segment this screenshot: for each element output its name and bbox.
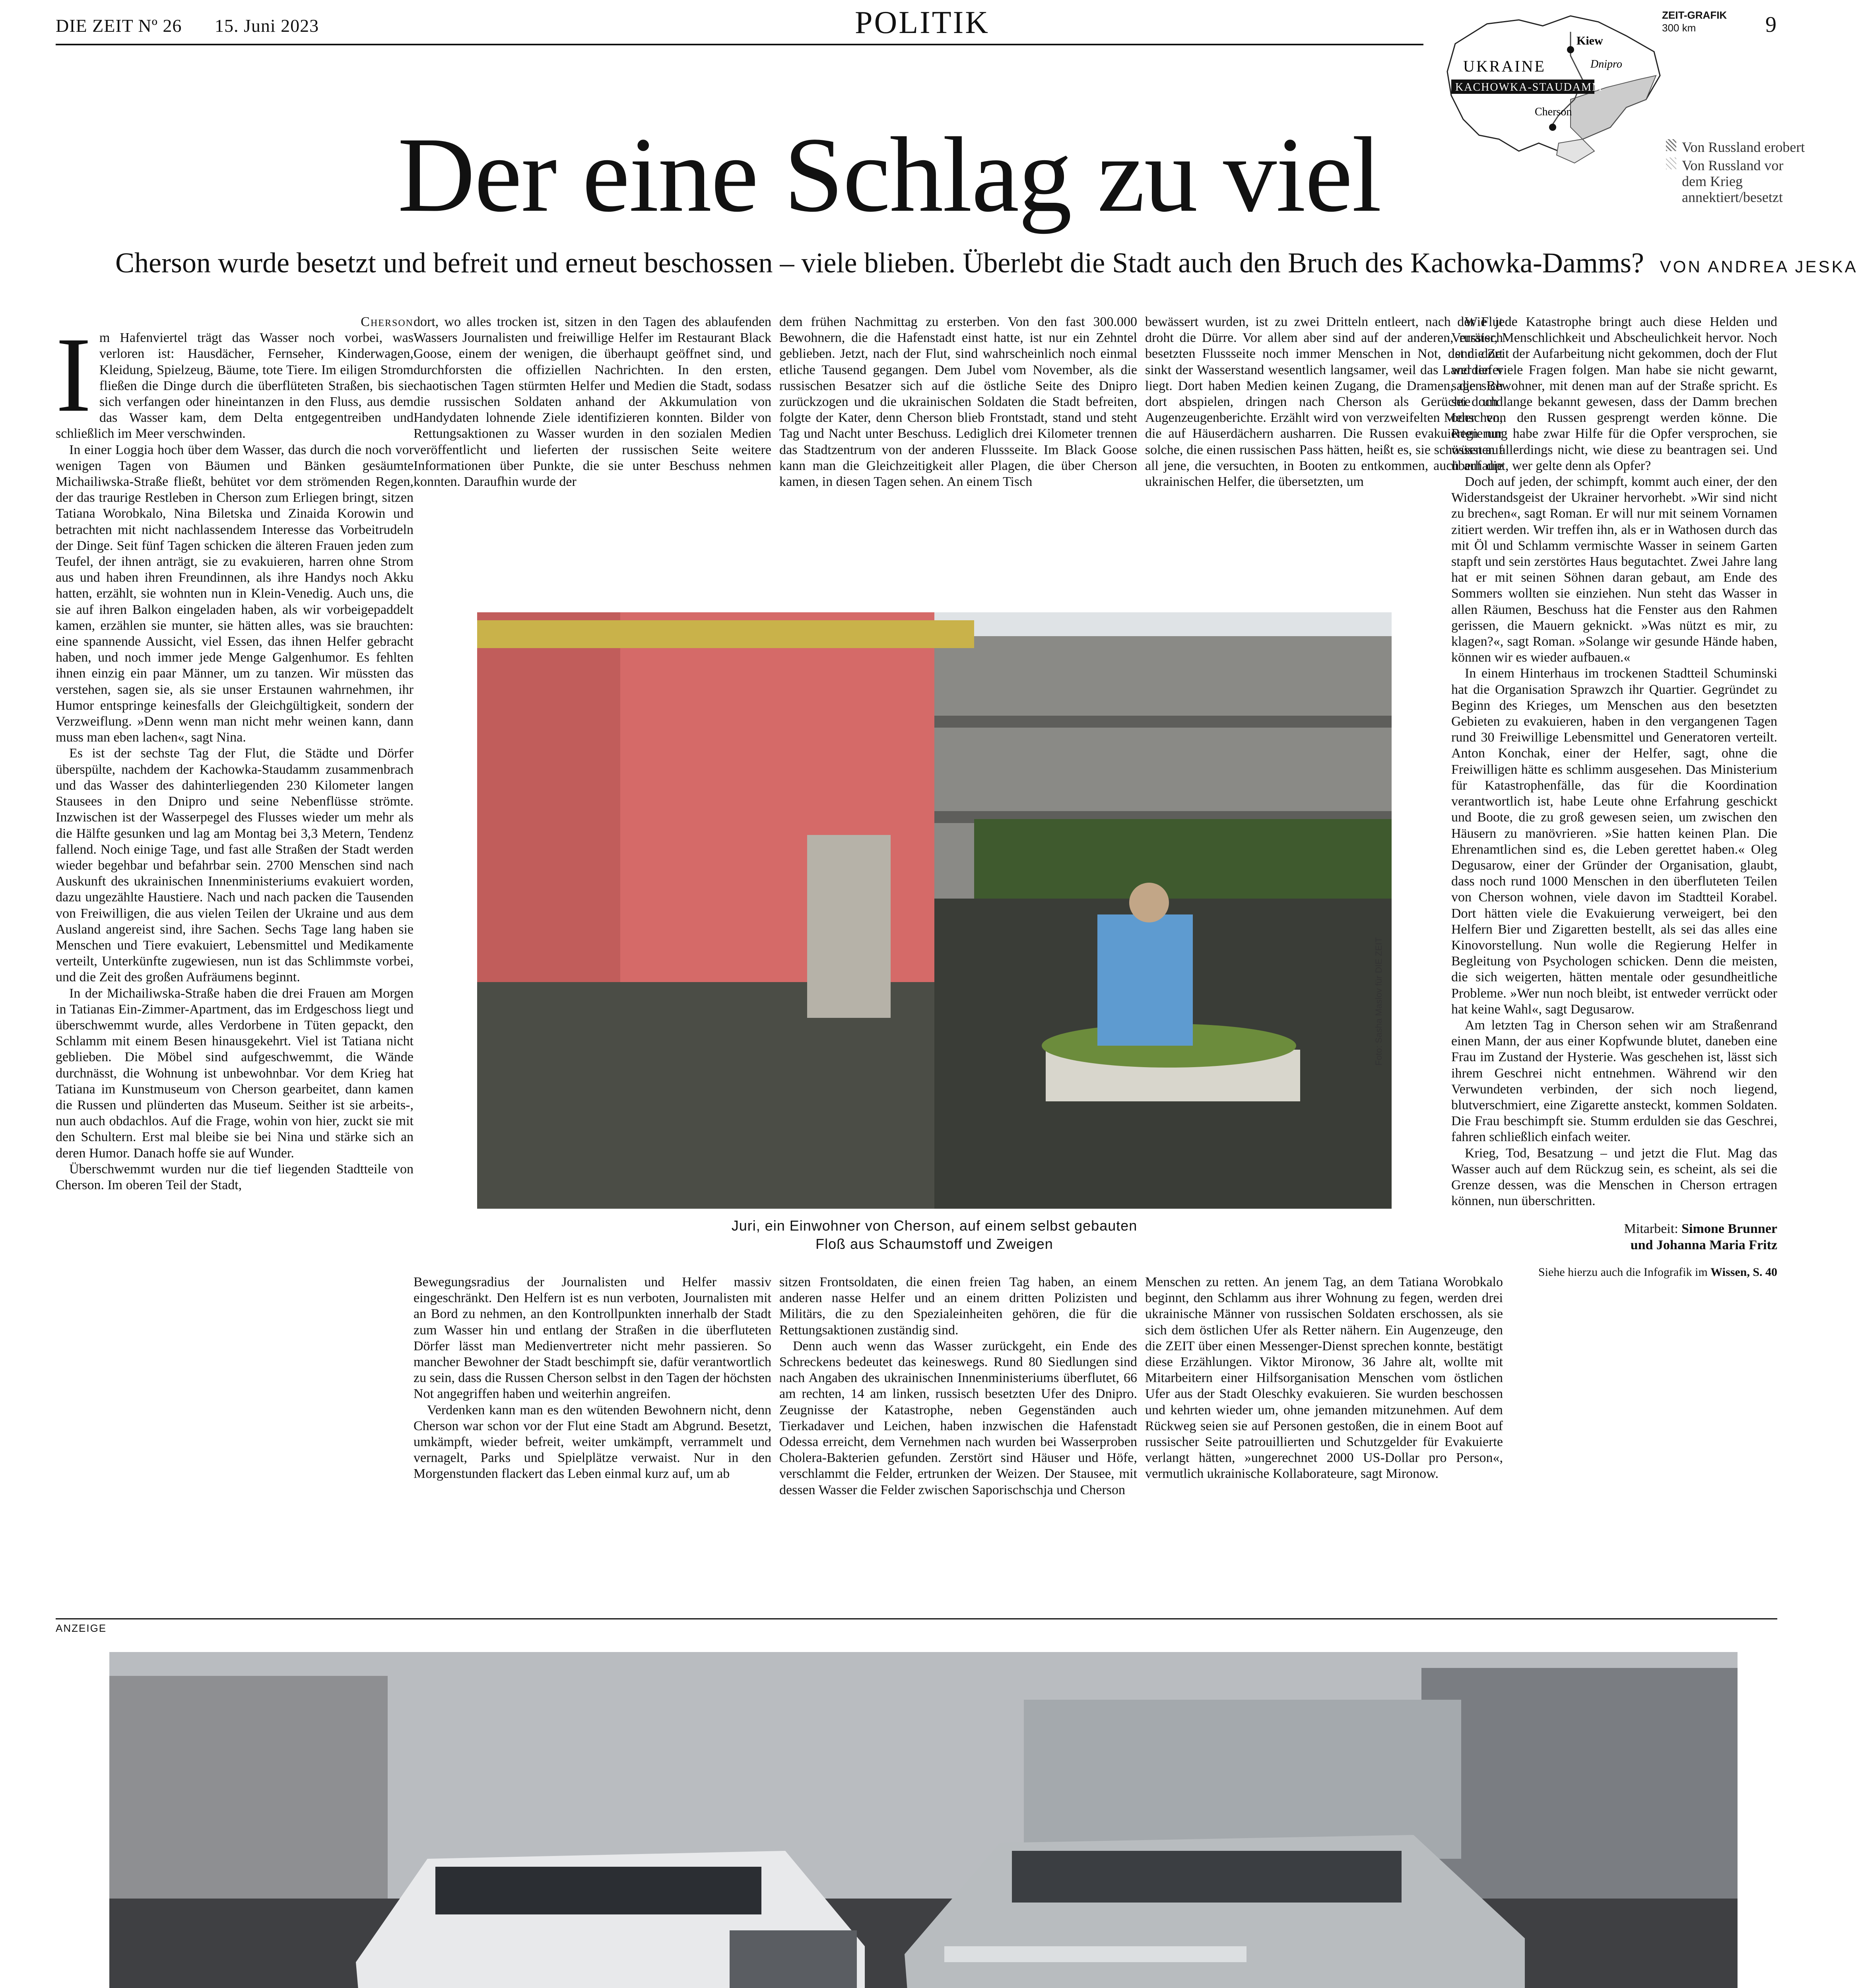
collab-name-2: und Johanna Maria Fritz	[1630, 1237, 1777, 1252]
paragraph: sitzen Frontsoldaten, die einen freien Tag haben, an einem anderen nasse Helfer und an einem dritten Polizisten und Militärs, die zu den Spezialeinheiten gehören, die für die Rettungsaktionen zuständig sind.	[779, 1275, 1137, 1338]
paragraph: Bewegungsradius der Journalisten und Helfer massiv eingeschränkt. Den Helfern ist es nun verboten, Journalisten mit an Bord zu nehmen, an den Kontrollpunkten innerhalb der Stadt zum Wasser hin und entlang der Straßen in die überfluteten Dörfer lässt man Medienvertreter nicht mehr passieren. So mancher Bewohner der Stadt beschimpft sie, dafür verantwortlich zu sein, dass die Russen Cherson selbst in den Tagen der höchsten Not angegriffen haben und weiterhin angreifen.	[414, 1275, 771, 1402]
dam-label: KACHOWKA-STAUDAMM	[1455, 81, 1603, 93]
article-column-2-bottom	[414, 1274, 771, 1482]
paper-name: DIE ZEIT Nº 26	[56, 16, 182, 36]
kiew-marker	[1567, 46, 1574, 53]
collab-label: Mitarbeit:	[1624, 1221, 1678, 1237]
page-number: 9	[1765, 12, 1776, 37]
photo-caption	[477, 1217, 1392, 1253]
paragraph: In einer Loggia hoch über dem Wasser, das durch die noch vor wenigen Tagen von Bäumen und Bänken gesäumte Michailiwska-Straße fließt, behütet vor dem strömenden Regen, der das traurige Restleben in Cherson zum Erliegen bringt, sitzen Tatiana Worobkalo, Nina Biletska und Zinaida Korowin und betrachten mit nicht nachlassendem Interesse das Vorbeitrudeln der Dinge. Seit fünf Tagen schicken die älteren Frauen jeden zum Teufel, der ihnen anträgt, sie zu evakuieren, harren ohne Strom aus und haben ihren Freundinnen, als ihre Handys noch Akku hatten, erzählt, sie wohnten nun in Klein-Venedig. Auch uns, die sie auf ihren Balkon eingeladen haben, als wir vorbeigepaddelt kamen, erzählen sie munter, sie hätten alles, was sie brauchten: eine spannende Aussicht, viel Essen, das ihnen Helfer gebracht haben, und noch immer jede Menge Galgenhumor. Es fehlten ihnen einzig ein paar Männer, um zu tanzen. Wir müssten das verstehen, sagen sie, als sie unser Erstaunen wahrnehmen, ihr Humor entspringe keinesfalls der Gleichgültigkeit, sondern der Verzweiflung. »Denn wenn man nicht mehr weinen kann, dann muss man eben lachen«, sagt Nina.	[56, 442, 414, 745]
article-column-5	[1451, 314, 1777, 1280]
lead-text: m Hafenviertel trägt das Wasser noch vorbei, was verloren ist: Hausdächer, Fernseher, Kinderwagen, Kleidung, Spielzeug, Bäume, tote Tiere. Im eiligen Strom fließen die Dinge durch die überflüteten Straßen, bis sie sich verfangen oder hineintanzen in den Fluss, aus dem das Wasser kam, dem Delta entgegentreiben und schließlich im Meer verschwinden.	[56, 330, 414, 441]
issue-date: 15. Juni 2023	[215, 16, 319, 36]
collaborators	[1451, 1221, 1777, 1237]
paragraph: Verdenken kann man es den wütenden Bewohnern nicht, denn Cherson war schon vor der Flut eine Stadt am Abgrund. Besetzt, umkämpft, wieder befreit, weiter umkämpft, verrammelt und vernagelt, Parks und Spielplätze verwaist. Nur in den Morgenstunden flackert das Leben einmal kurz auf, um ab	[414, 1402, 771, 1481]
tucson-car	[356, 1851, 865, 1988]
paragraph: Wie jede Katastrophe bringt auch diese Helden und Verräter, Menschlichkeit und Abscheulichkeit hervor. Noch ist die Zeit der Aufarbeitung nicht gekommen, doch der Flut werden viele Fragen folgen. Man habe sie nicht gewarnt, sagen Bewohner, mit denen man auf der Straße spricht. Es sei doch lange bekannt gewesen, dass der Damm brechen oder von den Russen gesprengt werden könne. Die Regierung habe zwar Hilfe für die Opfer versprochen, sie wüssten allerdings nicht, wie diese zu beantragen sei. Und überhaupt, wer gelte denn als Opfer?	[1451, 315, 1777, 473]
cherson-label: Cherson	[1535, 106, 1572, 118]
article-column-4-bottom	[1145, 1274, 1503, 1482]
paragraph: bewässert wurden, ist zu zwei Dritteln entleert, nach der Flut droht die Dürre. Vor allem aber sind auf der anderen, russisch besetzten Flussseite noch immer Menschen in Not, denn dort sinkt der Wasserstand wesentlich langsamer, weil das Land tiefer liegt. Dort haben Medien keinen Zugang, die Dramen, die sich dort abspielen, dringen nach Cherson als Gerüchte und Augenzeugenberichte. Erzählt wird von verzweifelten Menschen, die auf Häuserdächern ausharren. Die Russen evakuierten nur solche, die einen russischen Pass hätten, heißt es, sie schössen auf all jene, die versuchten, in Booten zu entkommen, auch auf die ukrainischen Helfer, die übersetzten, um	[1145, 315, 1503, 489]
map-credit-label: ZEIT-GRAFIK	[1662, 9, 1727, 21]
headline: Der eine Schlag zu viel	[398, 115, 1381, 234]
collab-name-1: Simone Brunner	[1681, 1221, 1777, 1237]
paragraph: Krieg, Tod, Besatzung – und jetzt die Flut. Mag das Wasser auch auf dem Rückzug sein, es scheint, als sei die Grenze dessen, was die Menschen in Cherson ertragen können, nun überschritten.	[1451, 1145, 1777, 1209]
wall-poster	[807, 835, 891, 1018]
header-rule	[56, 44, 1423, 45]
man-raincoat	[1097, 914, 1193, 1046]
map-legend	[1666, 139, 1809, 208]
infographic-reference	[1451, 1264, 1777, 1280]
ad-car-scene	[109, 1652, 1738, 1988]
map-credit	[1662, 9, 1727, 34]
deck	[115, 247, 1858, 280]
building-floor-1	[922, 716, 1392, 728]
paragraph: Denn auch wenn das Wasser zurückgeht, ein Ende des Schreckens bedeutet das keineswegs. Rund 80 Siedlungen sind nach Angaben des ukrainischen Innenministeriums überflutet, 66 am rechten, 14 am linken, russisch besetzten Ufer des Dnipro. Zeugnisse der Katastrophe, neben Gegenständen auch Tierkadaver und Leichen, haben inzwischen die Hafenstadt Odessa erreicht, dem Vernehmen nach wurden bei Wasserproben Cholera-Bakterien gefunden. Zerstört sind Häuser und Höfe, verschlammt die Felder, ertrunken der Weizen. Der Stausee, mit dessen Wasser die Felder zwischen Saporischschja und Cherson	[779, 1338, 1137, 1497]
paragraph: Menschen zu retten. An jenem Tag, an dem Tatiana Worobkalo beginnt, den Schlamm aus ihrer Wohnung zu fegen, werden drei ukrainische Männer von russischen Soldaten erschossen, als sie sich dem östlichen Ufer als Retter nähern. Ein Augenzeuge, den die ZEIT über einen Messenger-Dienst sprechen konnte, bestätigt diese Erzählungen. Viktor Mironow, 36 Jahre alt, wollte mit Mitarbeitern einer Hilfsorganisation Menschen vom östlichen Ufer aus der Stadt Oleschky evakuieren. Sie wurden beschossen und kehrten wieder um, ohne jemanden mitzunehmen. Auf dem Rückweg seien sie auf Personen gestoßen, die in einem Boot auf russischer Seite patrouillierten und Schutzgelder für Evakuierte verlangt hätten, »ungerechnet 2000 US-Dollar pro Person«, vermutlich ukrainische Kollaborateure, sagt Mironow.	[1145, 1275, 1503, 1481]
ad-image	[109, 1652, 1738, 1988]
dnipro-label: Dnipro	[1590, 58, 1622, 70]
kiew-label: Kiew	[1576, 34, 1603, 47]
ioniq-car	[905, 1835, 1525, 1988]
collaborators-2	[1451, 1237, 1777, 1253]
article-column-2-top	[414, 314, 771, 490]
caption-line-2: Floß aus Schaumstoff und Zweigen	[815, 1236, 1053, 1252]
country-label: UKRAINE	[1463, 57, 1546, 75]
paragraph: dort, wo alles trocken ist, sitzen in den Tagen des ablaufenden Wassers Journalisten und freiwillige Helfer im Restaurant Black Goose, einem der wenigen, die überhaupt geöffnet sind, und durchforsten die offiziellen Nachrichten. In den ersten, chaotischen Tagen stürmten Helfer und Medien die Stadt, sodass die russischen Soldaten anhand der Akkumulation von Handydaten lohnende Ziele identifizieren konnten. Bilder von Rettungsaktionen zu Wasser wurden in den sozialen Medien veröffentlicht und lieferten der russischen Seite weitere Informationen über Punkte, die sie unter Beschuss nehmen konnten. Daraufhin wurde der	[414, 315, 771, 489]
article-column-1	[56, 314, 414, 1193]
article-column-3-bottom	[779, 1274, 1137, 1498]
ukraine-map	[1439, 8, 1662, 167]
flood-photo-illustration	[477, 612, 1392, 1209]
paragraph: Doch auf jeden, der schimpft, kommt auch einer, der den Widerstandsgeist der Ukrainer hervorhebt. »Wir sind nicht zu brechen«, sagt Roman. Er will nur mit seinem Vornamen zitiert werden. Wir treffen ihn, als er in Wathosen durch das mit Öl und Schlamm vermischte Wasser in seinem Garten stapft und sein zerstörtes Haus begutachtet. Zwei Jahre lang hat er mit seinen Söhnen daran gebaut, am Ende des Sommers wollten sie einziehen. Nun steht das Wasser in allen Räumen, Beschuss hat die Fenster aus den Rahmen gerissen, die Mauern geknickt. »Was nützt es mir, zu klagen?«, sagt Roman. »Solange wir gesunde Hände haben, können wir es wieder aufbauen.«	[1451, 474, 1777, 665]
paragraph: Am letzten Tag in Cherson sehen wir am Straßenrand einen Mann, der aus einer Kopfwunde blutet, daneben eine Frau im Zustand der Hysterie. Was geschehen ist, lässt sich ihrem Geschrei nicht entnehmen. Während wir den Verwundeten verbinden, der sich noch liegend, blutverschmiert, eine Zigarette ansteckt, kommen Soldaten. Die Frau beschimpft sie. Stumm erdulden sie das Geschrei, fahren schließlich einfach weiter.	[1451, 1017, 1777, 1145]
cherson-marker	[1549, 124, 1556, 131]
paragraph: dem frühen Nachmittag zu ersterben. Von den fast 300.000 Bewohnern, die die Hafenstadt einst hatte, ist nur ein Zehntel geblieben. Jetzt, nach der Flut, sind wahrscheinlich noch einmal etliche Tausend gegangen. Dem Jubel vom November, als die russischen Besatzer sich auf die östliche Seite des Dnipro zurückzogen und die ukrainischen Soldaten die Stadt befreiten, folgte der Kater, denn Cherson blieb Frontstadt, stand und steht Tag und Nacht unter Beschuss. Lediglich drei Kilometer trennen das Stadtzentrum von der anderen Flussseite. Im Black Goose kann man die Gleichzeitigkeit aller Plagen, die über Cherson kamen, in diesen Tagen sehen. An einem Tisch	[779, 315, 1137, 489]
caption-line-1: Juri, ein Einwohner von Cherson, auf einem selbst gebauten	[731, 1217, 1138, 1234]
paragraph: Überschwemmt wurden nur die tief liegenden Stadtteile von Cherson. Im oberen Teil der Stadt,	[56, 1161, 414, 1192]
paragraph: Es ist der sechste Tag der Flut, die Städte und Dörfer überspülte, nachdem der Kachowka-Staudamm zusammenbrach und das Wasser des dahinterliegenden 230 Kilometer langen Stausees in den Dnipro und seine Nebenflüsse strömte. Inzwischen ist der Wasserpegel des Flusses wieder um mehr als die Hälfte gesunken und lag am Montag bei 3,3 Metern, Tendenz fallend. Noch einige Tage, und fast alle Straßen der Stadt werden wieder begehbar und befahrbar sein. 2700 Menschen sind nach Auskunft des ukrainischen Innenministeriums evakuiert worden, dazu ungezählte Haustiere. Nach und nach packen die Tausenden von Freiwilligen, die aus vielen Teilen der Ukraine und aus dem Ausland angereist sind, ihre Sachen. Sechs Tage lang haben sie Menschen und Tiere evakuiert, Lebensmittel und Medikamente verteilt, Unterkünfte zugewiesen, nun ist das Schlimmste vorbei, und die Zeit des großen Aufräumens beginnt.	[56, 746, 414, 985]
paragraph: In einem Hinterhaus im trockenen Stadtteil Schuminski hat die Organisation Sprawzch ihr Quartier. Gegründet zu Beginn des Krieges, um Menschen aus den besetzten Gebieten zu evakuieren, haben in den vergangenen Tagen rund 30 Freiwillige Lebensmittel und Generatoren verteilt. Anton Konchak, einer der Helfer, sagt, ohne die Freiwilligen hätte es schlimm ausgesehen. Das Ministerium für Katastrophenfälle, das für die Koordination verantwortlich ist, habe Leute ohne Erfahrung geschickt und Boote, die zu groß gewesen seien, um zwischen den Häusern zu manövrieren. »Sie hatten keinen Plan. Die Ehrenamtlichen sind es, die Leben gerettet haben.« Oleg Degusarow, einer der Gründer der Organisation, glaubt, dass noch rund 1000 Menschen in den überfluteten Teilen von Cherson wohnen, viele davon im Stadtteil Korabel. Dort hätten viele die Evakuierung verweigert, bei den Helfern Bier und Zigaretten bestellt, als sei das alles eine Kinovorstellung. Nun wolle die Regierung Helfer in Begleitung von Psychologen schicken. Denn die meisten, die sich weigerten, hätten mentale oder gesundheitliche Probleme. »Wer nun noch bleibt, ist entweder verrückt oder hat keine Wahl«, sagt Degusarow.	[1451, 666, 1777, 1017]
crimea	[1557, 139, 1594, 163]
ad-label: ANZEIGE	[56, 1622, 107, 1634]
hatch-swatch	[1666, 139, 1676, 151]
ad-glass-roof	[1024, 1700, 1461, 1859]
map-scale: 300 km	[1662, 22, 1696, 34]
legend-annexed-label: Von Russland vor dem Krieg annektiert/besetzt	[1682, 157, 1784, 205]
flood-photo	[477, 612, 1392, 1209]
legend-annexed	[1666, 157, 1809, 205]
dateline-place: Cherson	[361, 315, 414, 329]
ad-rule	[56, 1618, 1777, 1619]
ad-building-left	[109, 1676, 388, 1899]
infographic-ref-text: Siehe hierzu auch die Infografik im	[1538, 1265, 1708, 1279]
hatch-swatch-light	[1666, 157, 1676, 169]
legend-occupied-label: Von Russland erobert	[1682, 139, 1805, 155]
infographic-ref-target: Wissen, S. 40	[1710, 1265, 1777, 1279]
paragraph: In der Michailiwska-Straße haben die drei Frauen am Morgen in Tatianas Ein-Zimmer-Apartment, das im Erdgeschoss liegt und überschwemmt wurde, alles Verdorbene in Tüten gepackt, den Schlamm mit einem Besen hinausgekehrt. Viel ist Tatiana nicht geblieben. Die Möbel sind aufgeschwemmt, die Wände durchnässt, die Wohnung ist unbewohnbar. Vor dem Krieg hat Tatiana im Kunstmuseum von Cherson gearbeitet, dann kamen die Russen und plünderten das Museum. Seither ist sie arbeits-, nun auch obdachlos. Auf die Frage, wohin von hier, zuckt sie mit den Schultern. Erst mal bleibe sie bei Nina und stärke sich an deren Humor. Danach hoffe sie auf Wunder.	[56, 986, 414, 1161]
byline: VON ANDREA JESKA	[1660, 257, 1858, 276]
deck-text: Cherson wurde besetzt und befreit und erneut beschossen – viele blieben. Überlebt die Stadt auch den Bruch des Kachowka-Damms?	[115, 247, 1644, 279]
wall-roof	[477, 620, 974, 648]
tree-foliage	[974, 819, 1392, 899]
section-title: POLITIK	[855, 5, 990, 40]
article-column-4-top	[1145, 314, 1503, 490]
man-head	[1129, 883, 1169, 922]
article-column-3-top	[779, 314, 1137, 490]
ad-building-right	[1421, 1668, 1738, 1899]
photo-credit: Foto: Sasha Maslov für DIE ZEIT	[1374, 937, 1384, 1066]
drop-cap: I	[56, 315, 91, 435]
legend-occupied	[1666, 139, 1809, 155]
